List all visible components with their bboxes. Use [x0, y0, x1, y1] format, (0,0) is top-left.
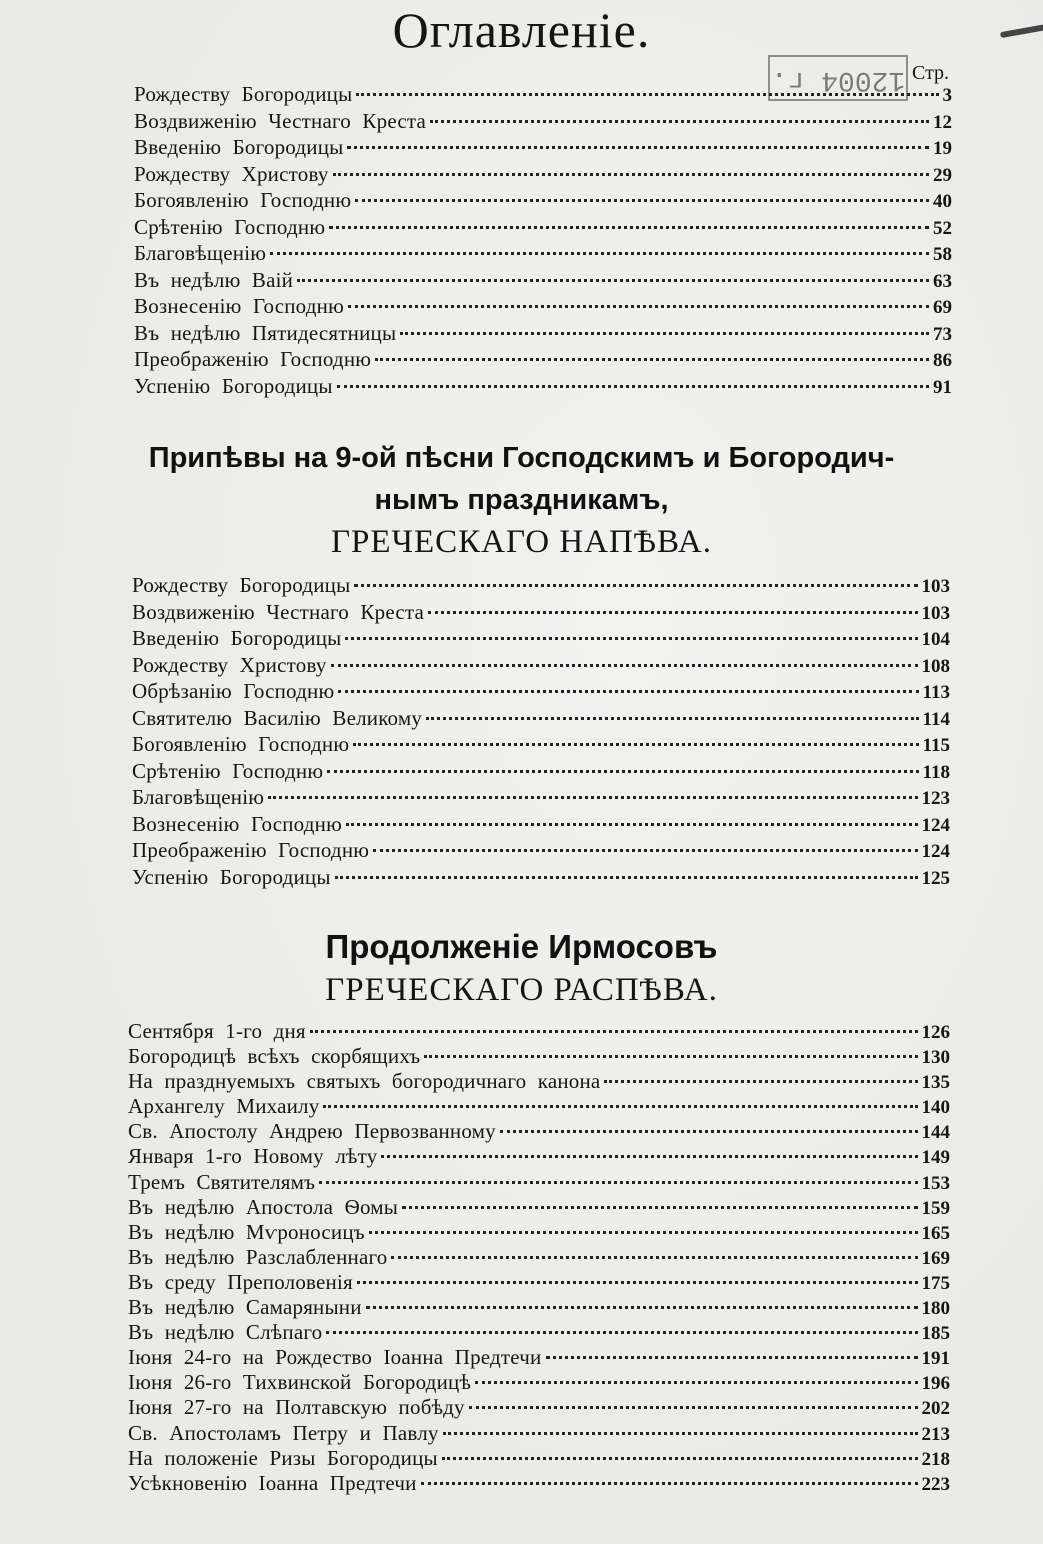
toc-entry-label: Обрѣзанію Господню [132, 679, 335, 703]
dot-leader [327, 770, 918, 773]
toc-entry-label: Введенію Богородицы [132, 626, 342, 650]
toc-entry-label: Іюня 26-го Тихвинской Богородицѣ [128, 1370, 472, 1395]
dot-leader [402, 1206, 917, 1209]
toc-entry-page: 115 [922, 735, 950, 756]
toc-entry-label: Св. Апостоламъ Петру и Павлу [128, 1420, 439, 1445]
toc-entry [134, 135, 952, 162]
dot-leader [319, 1181, 917, 1184]
dot-leader [345, 637, 917, 640]
toc-entry-label: Святителю Василію Великому [132, 705, 423, 730]
dot-leader [357, 1281, 918, 1284]
dot-leader [338, 690, 918, 693]
toc-entry-label: Рождеству Христову [134, 161, 329, 186]
toc-entry [132, 838, 950, 865]
toc-entry-label: Іюня 27-го на Полтавскую побѣду [128, 1395, 465, 1420]
dot-leader [329, 226, 929, 229]
toc-entry-page: 126 [921, 1022, 950, 1043]
toc-entry-page: 185 [921, 1323, 950, 1345]
toc-entry-page: 125 [921, 867, 950, 889]
dot-leader [346, 823, 918, 826]
toc-entry [132, 653, 950, 680]
toc-entry-page: 144 [921, 1122, 950, 1144]
toc-entry [134, 215, 952, 242]
dot-leader [426, 717, 919, 720]
dot-leader [391, 1256, 917, 1259]
toc-entry-page: 169 [921, 1247, 950, 1269]
toc-entry-label: Богоявленію Господню [132, 732, 350, 756]
dot-leader [310, 1030, 918, 1033]
toc-entry-page: 63 [933, 270, 952, 292]
dot-leader [400, 332, 929, 335]
dot-leader [297, 279, 929, 282]
toc-entry-page: 113 [922, 682, 950, 703]
page-column-header: Стр. [912, 62, 950, 84]
toc-entry-label: Благовѣщенію [134, 241, 267, 265]
toc-entry [132, 600, 950, 627]
toc-section-3 [128, 1019, 950, 1496]
page-title: Оглавленіе. [392, 2, 651, 58]
dot-leader [323, 1105, 917, 1108]
toc-entry-label: Преображенію Господню [134, 347, 372, 371]
toc-entry-page: 153 [921, 1172, 950, 1194]
toc-entry-label: Преображенію Господню [132, 838, 370, 862]
toc-entry [132, 759, 950, 786]
dot-leader [469, 1406, 918, 1409]
toc-entry-page: 103 [921, 602, 950, 624]
toc-entry-page: 196 [921, 1373, 950, 1395]
toc-entry [132, 573, 950, 600]
dot-leader [366, 1306, 918, 1309]
dot-leader [356, 93, 938, 96]
dot-leader [268, 796, 917, 799]
dot-leader [373, 849, 917, 852]
toc-entry [128, 1044, 950, 1069]
toc-entry [132, 785, 950, 812]
toc-entry-label: Св. Апостолу Андрею Первозванному [128, 1119, 496, 1144]
dot-leader [354, 584, 917, 587]
dot-leader [546, 1356, 918, 1359]
toc-entry-page: 40 [933, 191, 952, 212]
toc-entry [134, 241, 952, 268]
toc-entry [134, 162, 952, 189]
toc-entry-page: 223 [921, 1473, 950, 1495]
toc-entry [128, 1320, 950, 1345]
toc-entry-label: Богоявленію Господню [134, 188, 352, 212]
toc-entry-label: Въ недѣлю Разслабленнаго [128, 1244, 388, 1269]
dot-leader [331, 664, 918, 667]
dot-leader [348, 305, 929, 308]
toc-entry-page: 108 [921, 655, 950, 677]
dot-leader [500, 1130, 918, 1133]
toc-entry [134, 374, 952, 401]
toc-entry-page: 52 [933, 217, 952, 239]
dot-leader [424, 1055, 917, 1058]
section3-subheading: ГРЕЧЕСКАГО РАСПѢВА. [325, 972, 718, 1008]
toc-entry [132, 626, 950, 653]
toc-entry-page: 149 [921, 1147, 950, 1169]
dot-leader [347, 146, 929, 149]
toc-entry [128, 1019, 950, 1044]
library-stamp: 12004 г. [768, 55, 908, 101]
toc-entry-label: Рождеству Богородицы [132, 573, 351, 597]
toc-entry-page: 19 [933, 138, 952, 159]
toc-entry-page: 104 [921, 629, 950, 650]
toc-section-2 [132, 573, 950, 891]
toc-entry [132, 706, 950, 733]
toc-entry [128, 1446, 950, 1471]
dot-leader [353, 743, 918, 746]
toc-entry-page: 118 [922, 761, 950, 783]
toc-entry [128, 1220, 950, 1245]
toc-entry-label: Воздвиженію Честнаго Креста [132, 599, 425, 624]
toc-entry [128, 1170, 950, 1195]
toc-entry-page: 165 [921, 1222, 950, 1244]
toc-entry-label: Іюня 24-го на Рождество Іоанна Предтечи [128, 1345, 542, 1370]
toc-entry-page: 103 [921, 576, 950, 597]
toc-section-1 [134, 82, 952, 400]
toc-entry-page: 180 [921, 1298, 950, 1320]
dot-leader [475, 1381, 917, 1384]
toc-entry-page: 213 [921, 1423, 950, 1445]
toc-entry-label: Въ недѣлю Самаряныни [128, 1295, 362, 1320]
dot-leader [421, 1482, 918, 1485]
toc-entry [128, 1245, 950, 1270]
toc-entry [128, 1421, 950, 1446]
dot-leader [270, 252, 929, 255]
section2-heading-line2: нымъ праздникамъ, [374, 484, 669, 516]
toc-entry [134, 268, 952, 295]
toc-entry-page: 91 [933, 376, 952, 398]
toc-entry [134, 188, 952, 215]
dot-leader [604, 1080, 917, 1083]
toc-entry-page: 12 [933, 111, 952, 133]
toc-entry-page: 29 [933, 164, 952, 186]
toc-entry-label: Благовѣщенію [132, 785, 265, 809]
toc-entry-page: 135 [921, 1072, 950, 1094]
dot-leader [430, 120, 929, 123]
toc-entry-label: На положеніе Ризы Богородицы [128, 1445, 438, 1470]
toc-entry-label: Рождеству Христову [132, 652, 327, 677]
section2-subheading: ГРЕЧЕСКАГО НАПѢВА. [330, 524, 713, 560]
dot-leader [381, 1155, 917, 1158]
toc-entry-page: 3 [942, 85, 952, 106]
toc-entry-label: Въ недѣлю Апостола Ѳомы [128, 1194, 399, 1219]
section3-heading: Продолженіе Ирмосовъ [325, 928, 718, 965]
toc-entry-page: 175 [921, 1272, 950, 1294]
dot-leader [335, 876, 918, 879]
toc-entry-label: Въ недѣлю Ваій [134, 267, 294, 292]
toc-entry [128, 1144, 950, 1169]
dot-leader [369, 1231, 918, 1234]
toc-entry [134, 109, 952, 136]
dot-leader [326, 1331, 917, 1334]
dot-leader [428, 611, 917, 614]
toc-entry [128, 1094, 950, 1119]
toc-entry-page: 124 [921, 841, 950, 862]
toc-entry [128, 1270, 950, 1295]
toc-entry-label: Января 1-го Новому лѣту [128, 1144, 378, 1169]
toc-entry-label: Воздвиженію Честнаго Креста [134, 108, 427, 133]
dot-leader [442, 1457, 918, 1460]
toc-entry-page: 191 [921, 1348, 950, 1370]
dot-leader [375, 358, 929, 361]
toc-entry-label: Въ среду Преполовенія [128, 1269, 353, 1294]
toc-entry [128, 1069, 950, 1094]
toc-entry [134, 321, 952, 348]
toc-entry-page: 140 [921, 1097, 950, 1119]
toc-entry-label: Въ недѣлю Мѵроносицъ [128, 1219, 365, 1244]
toc-entry-label: Тремъ Святителямъ [128, 1169, 316, 1194]
toc-entry-label: Срѣтенію Господню [132, 758, 324, 783]
toc-entry-page: 130 [921, 1047, 950, 1069]
toc-entry-page: 124 [921, 814, 950, 836]
toc-entry-label: Богородицѣ всѣхъ скорбящихъ [128, 1044, 421, 1069]
toc-entry-page: 73 [933, 323, 952, 345]
dot-leader [355, 199, 929, 202]
toc-entry-page: 159 [921, 1197, 950, 1219]
dot-leader [443, 1432, 918, 1435]
dot-leader [337, 385, 929, 388]
dot-leader [333, 173, 929, 176]
toc-entry [128, 1370, 950, 1395]
toc-entry-label: Успенію Богородицы [134, 373, 333, 398]
toc-entry-label: Въ недѣлю Слѣпаго [128, 1320, 323, 1345]
toc-entry [128, 1345, 950, 1370]
toc-entry-label: Успенію Богородицы [132, 864, 331, 889]
toc-entry [132, 865, 950, 892]
toc-entry [128, 1471, 950, 1496]
toc-entry [128, 1195, 950, 1220]
toc-entry-label: На празднуемыхъ святыхъ богородичнаго канона [128, 1069, 601, 1094]
toc-entry-label: Въ недѣлю Пятидесятницы [134, 320, 397, 345]
toc-entry [134, 294, 952, 321]
toc-entry [132, 732, 950, 759]
toc-entry [128, 1295, 950, 1320]
toc-entry-page: 69 [933, 297, 952, 318]
toc-entry-page: 218 [921, 1448, 950, 1470]
toc-entry [132, 812, 950, 839]
section2-heading-line1: Припѣвы на 9-ой пѣсни Господскимъ и Богородич- [148, 442, 895, 474]
toc-entry-page: 86 [933, 350, 952, 371]
toc-entry [128, 1119, 950, 1144]
toc-entry-label: Вознесенію Господню [132, 811, 342, 836]
toc-entry-page: 202 [921, 1398, 950, 1420]
toc-entry-page: 123 [921, 788, 950, 809]
toc-entry-label: Срѣтенію Господню [134, 214, 326, 239]
toc-entry [134, 347, 952, 374]
toc-entry [134, 82, 952, 109]
toc-entry [132, 679, 950, 706]
toc-entry-label: Усѣкновенію Іоанна Предтечи [128, 1470, 417, 1495]
toc-entry-label: Архангелу Михаилу [128, 1094, 320, 1119]
toc-entry-page: 114 [922, 708, 950, 730]
toc-entry [128, 1395, 950, 1420]
toc-entry-label: Рождеству Богородицы [134, 82, 353, 106]
toc-entry-label: Введенію Богородицы [134, 135, 344, 159]
toc-entry-label: Вознесенію Господню [134, 294, 344, 318]
toc-entry-label: Сентября 1-го дня [128, 1019, 306, 1043]
toc-entry-page: 58 [933, 244, 952, 265]
